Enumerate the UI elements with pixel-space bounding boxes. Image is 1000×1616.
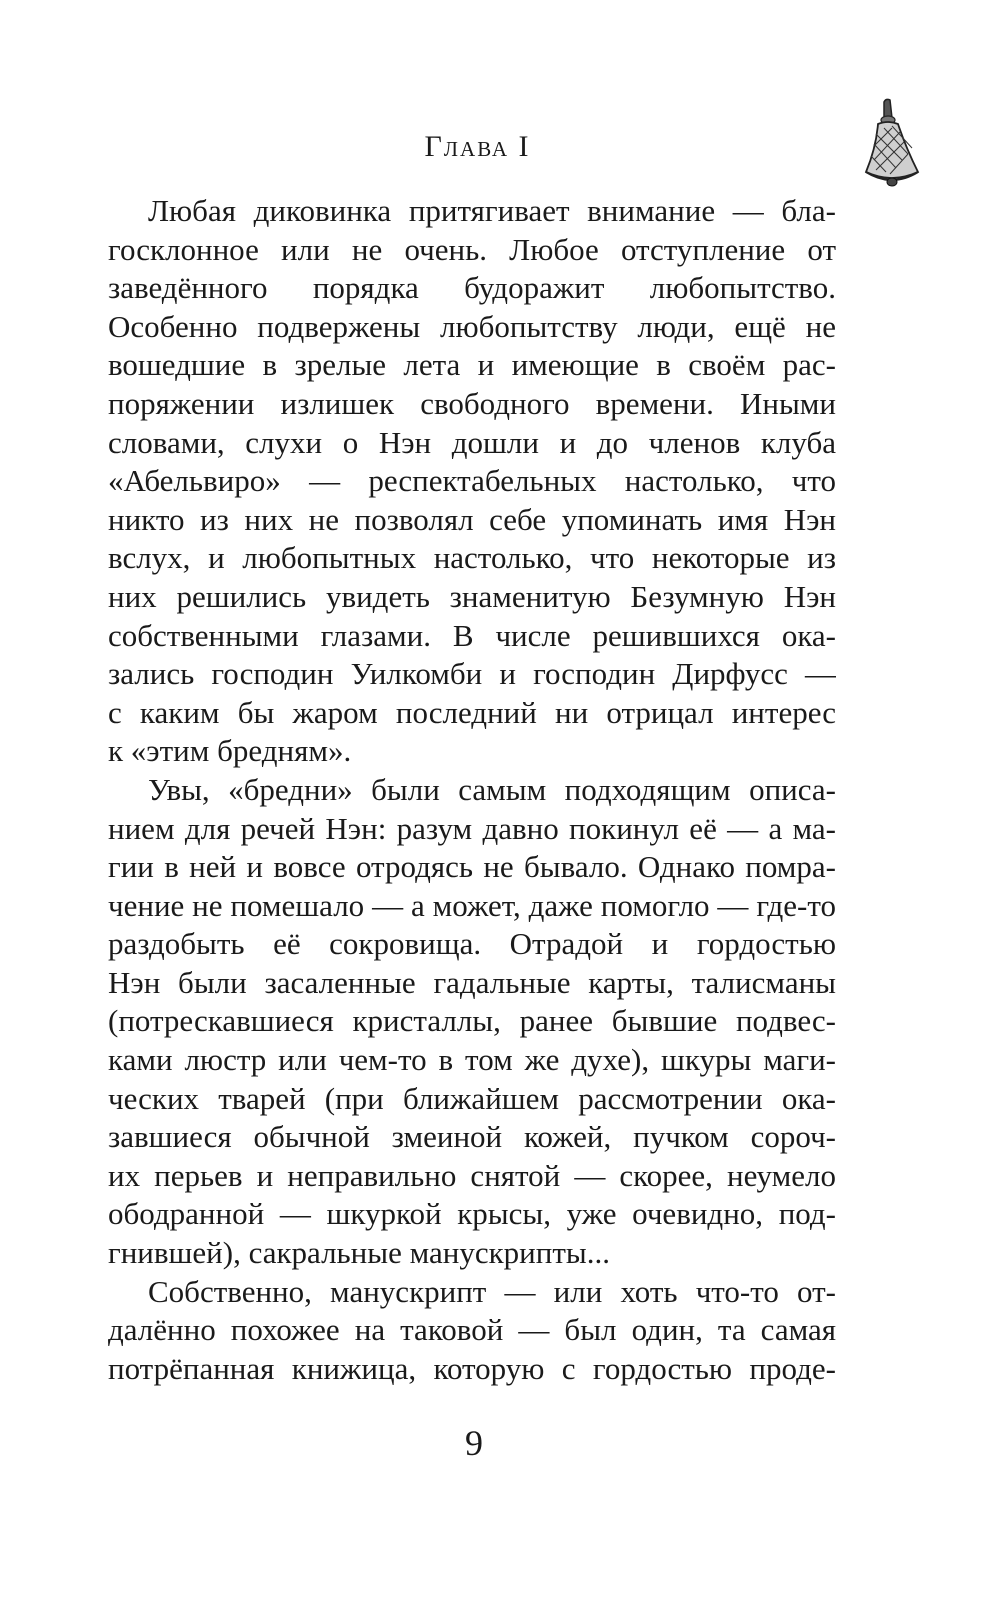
text-line: собственными глазами. В числе решившихся ока- <box>108 617 836 653</box>
paragraph <box>108 1273 836 1389</box>
text-line: (потрескавшиеся кристаллы, ранее бывшие подвес- <box>108 1003 836 1039</box>
text-line: них решились увидеть знаменитую Безумную Нэн <box>108 578 836 614</box>
text-line: словами, слухи о Нэн дошли и до членов клуба <box>108 424 836 460</box>
text-line: ободранной — шкуркой крысы, уже очевидно, под- <box>108 1196 836 1232</box>
body-text <box>108 192 836 1388</box>
text-line: с каким бы жаром последний ни отрицал интерес <box>108 694 836 730</box>
text-line: Собственно, манускрипт — или хоть что-то от- <box>148 1273 836 1309</box>
text-line: чение не помешало — а может, даже помогло — где-то <box>108 887 836 923</box>
text-line: ками люстр или чем-то в том же духе), шкуры маги- <box>108 1042 836 1078</box>
text-line: никто из них не позволял себе упоминать имя Нэн <box>108 501 836 537</box>
text-line: Нэн были засаленные гадальные карты, талисманы <box>108 964 836 1000</box>
text-line: гнившей), сакральные манускрипты... <box>108 1235 610 1271</box>
text-line: гии в ней и вовсе отродясь не бывало. Однако помра- <box>108 849 836 885</box>
text-line: Увы, «бредни» были самым подходящим описа- <box>148 771 836 807</box>
text-line: вошедшие в зрелые лета и имеющие в своём рас- <box>108 347 836 383</box>
text-line: далённо похожее на таковой — был один, та самая <box>108 1312 836 1348</box>
chapter-title: Глава I <box>424 130 531 163</box>
text-line: завшиеся обычной змеиной кожей, пучком сороч- <box>108 1119 836 1155</box>
text-line: госклонное или не очень. Любое отступление от <box>108 231 836 267</box>
page-number: 9 <box>465 1423 483 1463</box>
text-line: Любая диковинка притягивает внимание — бла- <box>148 193 836 228</box>
text-line: вслух, и любопытных настолько, что некоторые из <box>108 540 836 576</box>
text-line: к «этим бредням». <box>108 733 352 769</box>
text-line: заведённого порядка будоражит любопытство. <box>108 270 836 306</box>
text-line: раздобыть её сокровища. Отрадой и гордостью <box>108 926 836 962</box>
text-line: Особенно подвержены любопытству люди, ещё не <box>108 308 836 344</box>
text-line: «Абельвиро» — респектабельных настолько, что <box>108 463 836 499</box>
paragraph <box>108 192 836 771</box>
text-line: ческих тварей (при ближайшем рассмотрении ока- <box>108 1080 836 1116</box>
text-line: поряжении излишек свободного времени. Иными <box>108 385 836 421</box>
text-line: потрёпанная книжица, которую с гордостью проде- <box>108 1350 836 1386</box>
text-line: зались господин Уилкомби и господин Дирфусс — <box>108 656 836 692</box>
paragraph <box>108 771 836 1273</box>
text-line: нием для речей Нэн: разум давно покинул её — а ма- <box>108 810 836 846</box>
text-line: их перьев и неправильно снятой — скорее, неумело <box>108 1157 836 1193</box>
